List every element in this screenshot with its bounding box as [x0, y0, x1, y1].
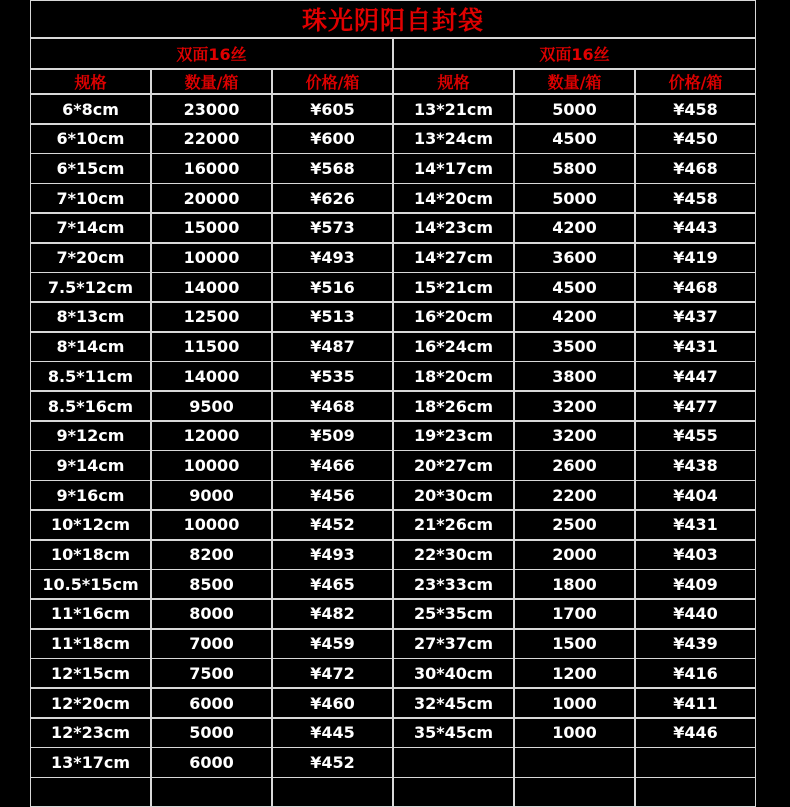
- table-cell-price-right: [635, 747, 756, 777]
- column-header-price-right: 价格/箱: [635, 69, 756, 94]
- table-cell-spec-left: 8*14cm: [30, 332, 151, 362]
- table-cell-qty-left: 9000: [151, 480, 272, 510]
- table-cell-price-left: ¥465: [272, 569, 393, 599]
- table-cell-qty-left: 10000: [151, 243, 272, 273]
- table-cell-price-left: ¥513: [272, 302, 393, 332]
- table-cell-spec-right: 14*17cm: [393, 153, 514, 183]
- group-header-left: 双面16丝: [30, 38, 393, 69]
- table-cell-spec-right: 22*30cm: [393, 540, 514, 570]
- table-cell-qty-left: 7000: [151, 629, 272, 659]
- table-cell-price-left: ¥535: [272, 361, 393, 391]
- table-cell-qty-right: 5000: [514, 183, 635, 213]
- column-header-spec-right: 规格: [393, 69, 514, 94]
- table-cell-price-left: ¥460: [272, 688, 393, 718]
- table-cell-spec-left: 8.5*11cm: [30, 361, 151, 391]
- table-cell-spec-right: 25*35cm: [393, 599, 514, 629]
- table-cell-price-right: ¥403: [635, 540, 756, 570]
- table-cell-spec-right: 19*23cm: [393, 421, 514, 451]
- table-cell-spec-left: 10.5*15cm: [30, 569, 151, 599]
- table-cell-spec-left: 10*12cm: [30, 510, 151, 540]
- table-cell-spec-right: 18*26cm: [393, 391, 514, 421]
- table-cell-qty-left: 9500: [151, 391, 272, 421]
- table-cell-price-right: ¥409: [635, 569, 756, 599]
- table-cell-price-left: ¥452: [272, 747, 393, 777]
- table-cell-price-left: ¥456: [272, 480, 393, 510]
- table-cell-qty-left: 23000: [151, 94, 272, 124]
- table-cell-price-left: ¥452: [272, 510, 393, 540]
- table-cell-qty-right: 2200: [514, 480, 635, 510]
- table-cell-price-right: ¥446: [635, 718, 756, 748]
- table-cell-spec-left: 8.5*16cm: [30, 391, 151, 421]
- table-cell-qty-right: [514, 777, 635, 807]
- table-cell-spec-right: 32*45cm: [393, 688, 514, 718]
- table-cell-price-right: ¥438: [635, 450, 756, 480]
- table-cell-qty-right: 1700: [514, 599, 635, 629]
- table-cell-qty-right: 5000: [514, 94, 635, 124]
- table-cell-spec-left: 12*23cm: [30, 718, 151, 748]
- table-cell-price-right: ¥440: [635, 599, 756, 629]
- table-cell-price-left: ¥445: [272, 718, 393, 748]
- table-cell-price-right: ¥419: [635, 243, 756, 273]
- table-cell-price-left: ¥626: [272, 183, 393, 213]
- table-cell-qty-right: 4200: [514, 302, 635, 332]
- table-cell-qty-right: 1500: [514, 629, 635, 659]
- table-cell-qty-right: 2000: [514, 540, 635, 570]
- table-cell-spec-right: 23*33cm: [393, 569, 514, 599]
- table-cell-qty-left: 22000: [151, 124, 272, 154]
- table-cell-qty-left: 16000: [151, 153, 272, 183]
- table-cell-spec-left: 11*18cm: [30, 629, 151, 659]
- table-cell-qty-left: 12000: [151, 421, 272, 451]
- table-cell-price-right: ¥439: [635, 629, 756, 659]
- table-cell-qty-left: 14000: [151, 361, 272, 391]
- table-cell-price-right: ¥447: [635, 361, 756, 391]
- table-cell-price-left: ¥509: [272, 421, 393, 451]
- table-cell-qty-left: 12500: [151, 302, 272, 332]
- table-cell-spec-left: 9*14cm: [30, 450, 151, 480]
- table-cell-qty-left: 8500: [151, 569, 272, 599]
- table-cell-qty-left: 15000: [151, 213, 272, 243]
- price-table: [30, 0, 756, 807]
- table-cell-qty-left: 10000: [151, 450, 272, 480]
- table-cell-price-left: ¥568: [272, 153, 393, 183]
- column-header-price-left: 价格/箱: [272, 69, 393, 94]
- table-cell-spec-left: 6*15cm: [30, 153, 151, 183]
- table-cell-price-left: ¥600: [272, 124, 393, 154]
- table-cell-spec-right: 13*24cm: [393, 124, 514, 154]
- table-cell-spec-left: 7*20cm: [30, 243, 151, 273]
- table-cell-qty-right: 2600: [514, 450, 635, 480]
- table-cell-price-right: ¥450: [635, 124, 756, 154]
- column-header-qty-right: 数量/箱: [514, 69, 635, 94]
- table-cell-price-right: ¥477: [635, 391, 756, 421]
- table-cell-price-right: ¥431: [635, 332, 756, 362]
- table-cell-spec-left: 10*18cm: [30, 540, 151, 570]
- table-cell-spec-left: 7*14cm: [30, 213, 151, 243]
- table-cell-qty-right: 4500: [514, 272, 635, 302]
- table-cell-spec-right: 27*37cm: [393, 629, 514, 659]
- table-cell-spec-right: 13*21cm: [393, 94, 514, 124]
- table-cell-price-left: ¥493: [272, 540, 393, 570]
- table-cell-qty-left: 6000: [151, 688, 272, 718]
- table-cell-spec-right: [393, 747, 514, 777]
- table-cell-qty-right: 3200: [514, 391, 635, 421]
- table-cell-spec-right: 14*23cm: [393, 213, 514, 243]
- table-cell-qty-right: 4500: [514, 124, 635, 154]
- table-cell-spec-left: 7*10cm: [30, 183, 151, 213]
- table-cell-qty-left: 10000: [151, 510, 272, 540]
- table-cell-spec-right: 21*26cm: [393, 510, 514, 540]
- table-cell-qty-left: 14000: [151, 272, 272, 302]
- table-cell-price-right: ¥455: [635, 421, 756, 451]
- table-cell-qty-right: 1000: [514, 688, 635, 718]
- table-cell-spec-left: 9*16cm: [30, 480, 151, 510]
- table-cell-price-right: ¥411: [635, 688, 756, 718]
- table-cell-price-right: ¥468: [635, 272, 756, 302]
- table-title: 珠光阴阳自封袋: [30, 0, 756, 38]
- table-cell-spec-right: 14*20cm: [393, 183, 514, 213]
- table-cell-spec-right: 16*24cm: [393, 332, 514, 362]
- table-cell-qty-left: 8000: [151, 599, 272, 629]
- table-cell-spec-left: 6*8cm: [30, 94, 151, 124]
- table-cell-qty-left: 5000: [151, 718, 272, 748]
- table-cell-qty-right: 3600: [514, 243, 635, 273]
- table-cell-qty-right: [514, 747, 635, 777]
- table-cell-spec-left: 13*17cm: [30, 747, 151, 777]
- table-cell-qty-left: 7500: [151, 658, 272, 688]
- table-cell-price-left: ¥516: [272, 272, 393, 302]
- table-cell-qty-right: 4200: [514, 213, 635, 243]
- table-cell-price-right: [635, 777, 756, 807]
- table-cell-spec-right: 20*27cm: [393, 450, 514, 480]
- table-cell-spec-right: 20*30cm: [393, 480, 514, 510]
- table-cell-spec-left: 7.5*12cm: [30, 272, 151, 302]
- table-cell-price-right: ¥404: [635, 480, 756, 510]
- table-cell-spec-left: 12*15cm: [30, 658, 151, 688]
- table-cell-qty-right: 3800: [514, 361, 635, 391]
- table-cell-qty-left: 8200: [151, 540, 272, 570]
- table-cell-qty-right: 5800: [514, 153, 635, 183]
- table-cell-qty-right: 2500: [514, 510, 635, 540]
- table-cell-qty-left: 11500: [151, 332, 272, 362]
- table-cell-price-left: ¥472: [272, 658, 393, 688]
- table-cell-price-right: ¥437: [635, 302, 756, 332]
- table-cell-price-left: ¥573: [272, 213, 393, 243]
- table-cell-spec-left: 12*20cm: [30, 688, 151, 718]
- table-cell-spec-right: 18*20cm: [393, 361, 514, 391]
- table-cell-price-right: ¥468: [635, 153, 756, 183]
- column-header-spec-left: 规格: [30, 69, 151, 94]
- table-cell-spec-right: 30*40cm: [393, 658, 514, 688]
- table-cell-qty-right: 1200: [514, 658, 635, 688]
- table-cell-qty-right: 3500: [514, 332, 635, 362]
- table-cell-spec-left: 11*16cm: [30, 599, 151, 629]
- table-cell-qty-right: 1800: [514, 569, 635, 599]
- table-cell-spec-right: 15*21cm: [393, 272, 514, 302]
- group-header-right: 双面16丝: [393, 38, 756, 69]
- table-cell-price-right: ¥443: [635, 213, 756, 243]
- table-cell-price-left: ¥482: [272, 599, 393, 629]
- table-cell-price-right: ¥431: [635, 510, 756, 540]
- table-cell-spec-right: [393, 777, 514, 807]
- table-cell-price-left: [272, 777, 393, 807]
- column-header-qty-left: 数量/箱: [151, 69, 272, 94]
- table-cell-price-right: ¥458: [635, 183, 756, 213]
- table-cell-spec-right: 35*45cm: [393, 718, 514, 748]
- table-cell-price-left: ¥468: [272, 391, 393, 421]
- table-cell-spec-left: 9*12cm: [30, 421, 151, 451]
- table-cell-price-left: ¥493: [272, 243, 393, 273]
- table-cell-price-right: ¥416: [635, 658, 756, 688]
- table-cell-qty-left: 20000: [151, 183, 272, 213]
- table-cell-spec-right: 14*27cm: [393, 243, 514, 273]
- table-cell-qty-right: 3200: [514, 421, 635, 451]
- table-cell-spec-left: [30, 777, 151, 807]
- table-cell-price-left: ¥466: [272, 450, 393, 480]
- table-cell-spec-left: 8*13cm: [30, 302, 151, 332]
- table-cell-spec-right: 16*20cm: [393, 302, 514, 332]
- table-cell-qty-left: [151, 777, 272, 807]
- table-cell-price-left: ¥459: [272, 629, 393, 659]
- table-cell-spec-left: 6*10cm: [30, 124, 151, 154]
- table-cell-qty-left: 6000: [151, 747, 272, 777]
- table-cell-price-right: ¥458: [635, 94, 756, 124]
- table-cell-price-left: ¥487: [272, 332, 393, 362]
- table-cell-price-left: ¥605: [272, 94, 393, 124]
- table-cell-qty-right: 1000: [514, 718, 635, 748]
